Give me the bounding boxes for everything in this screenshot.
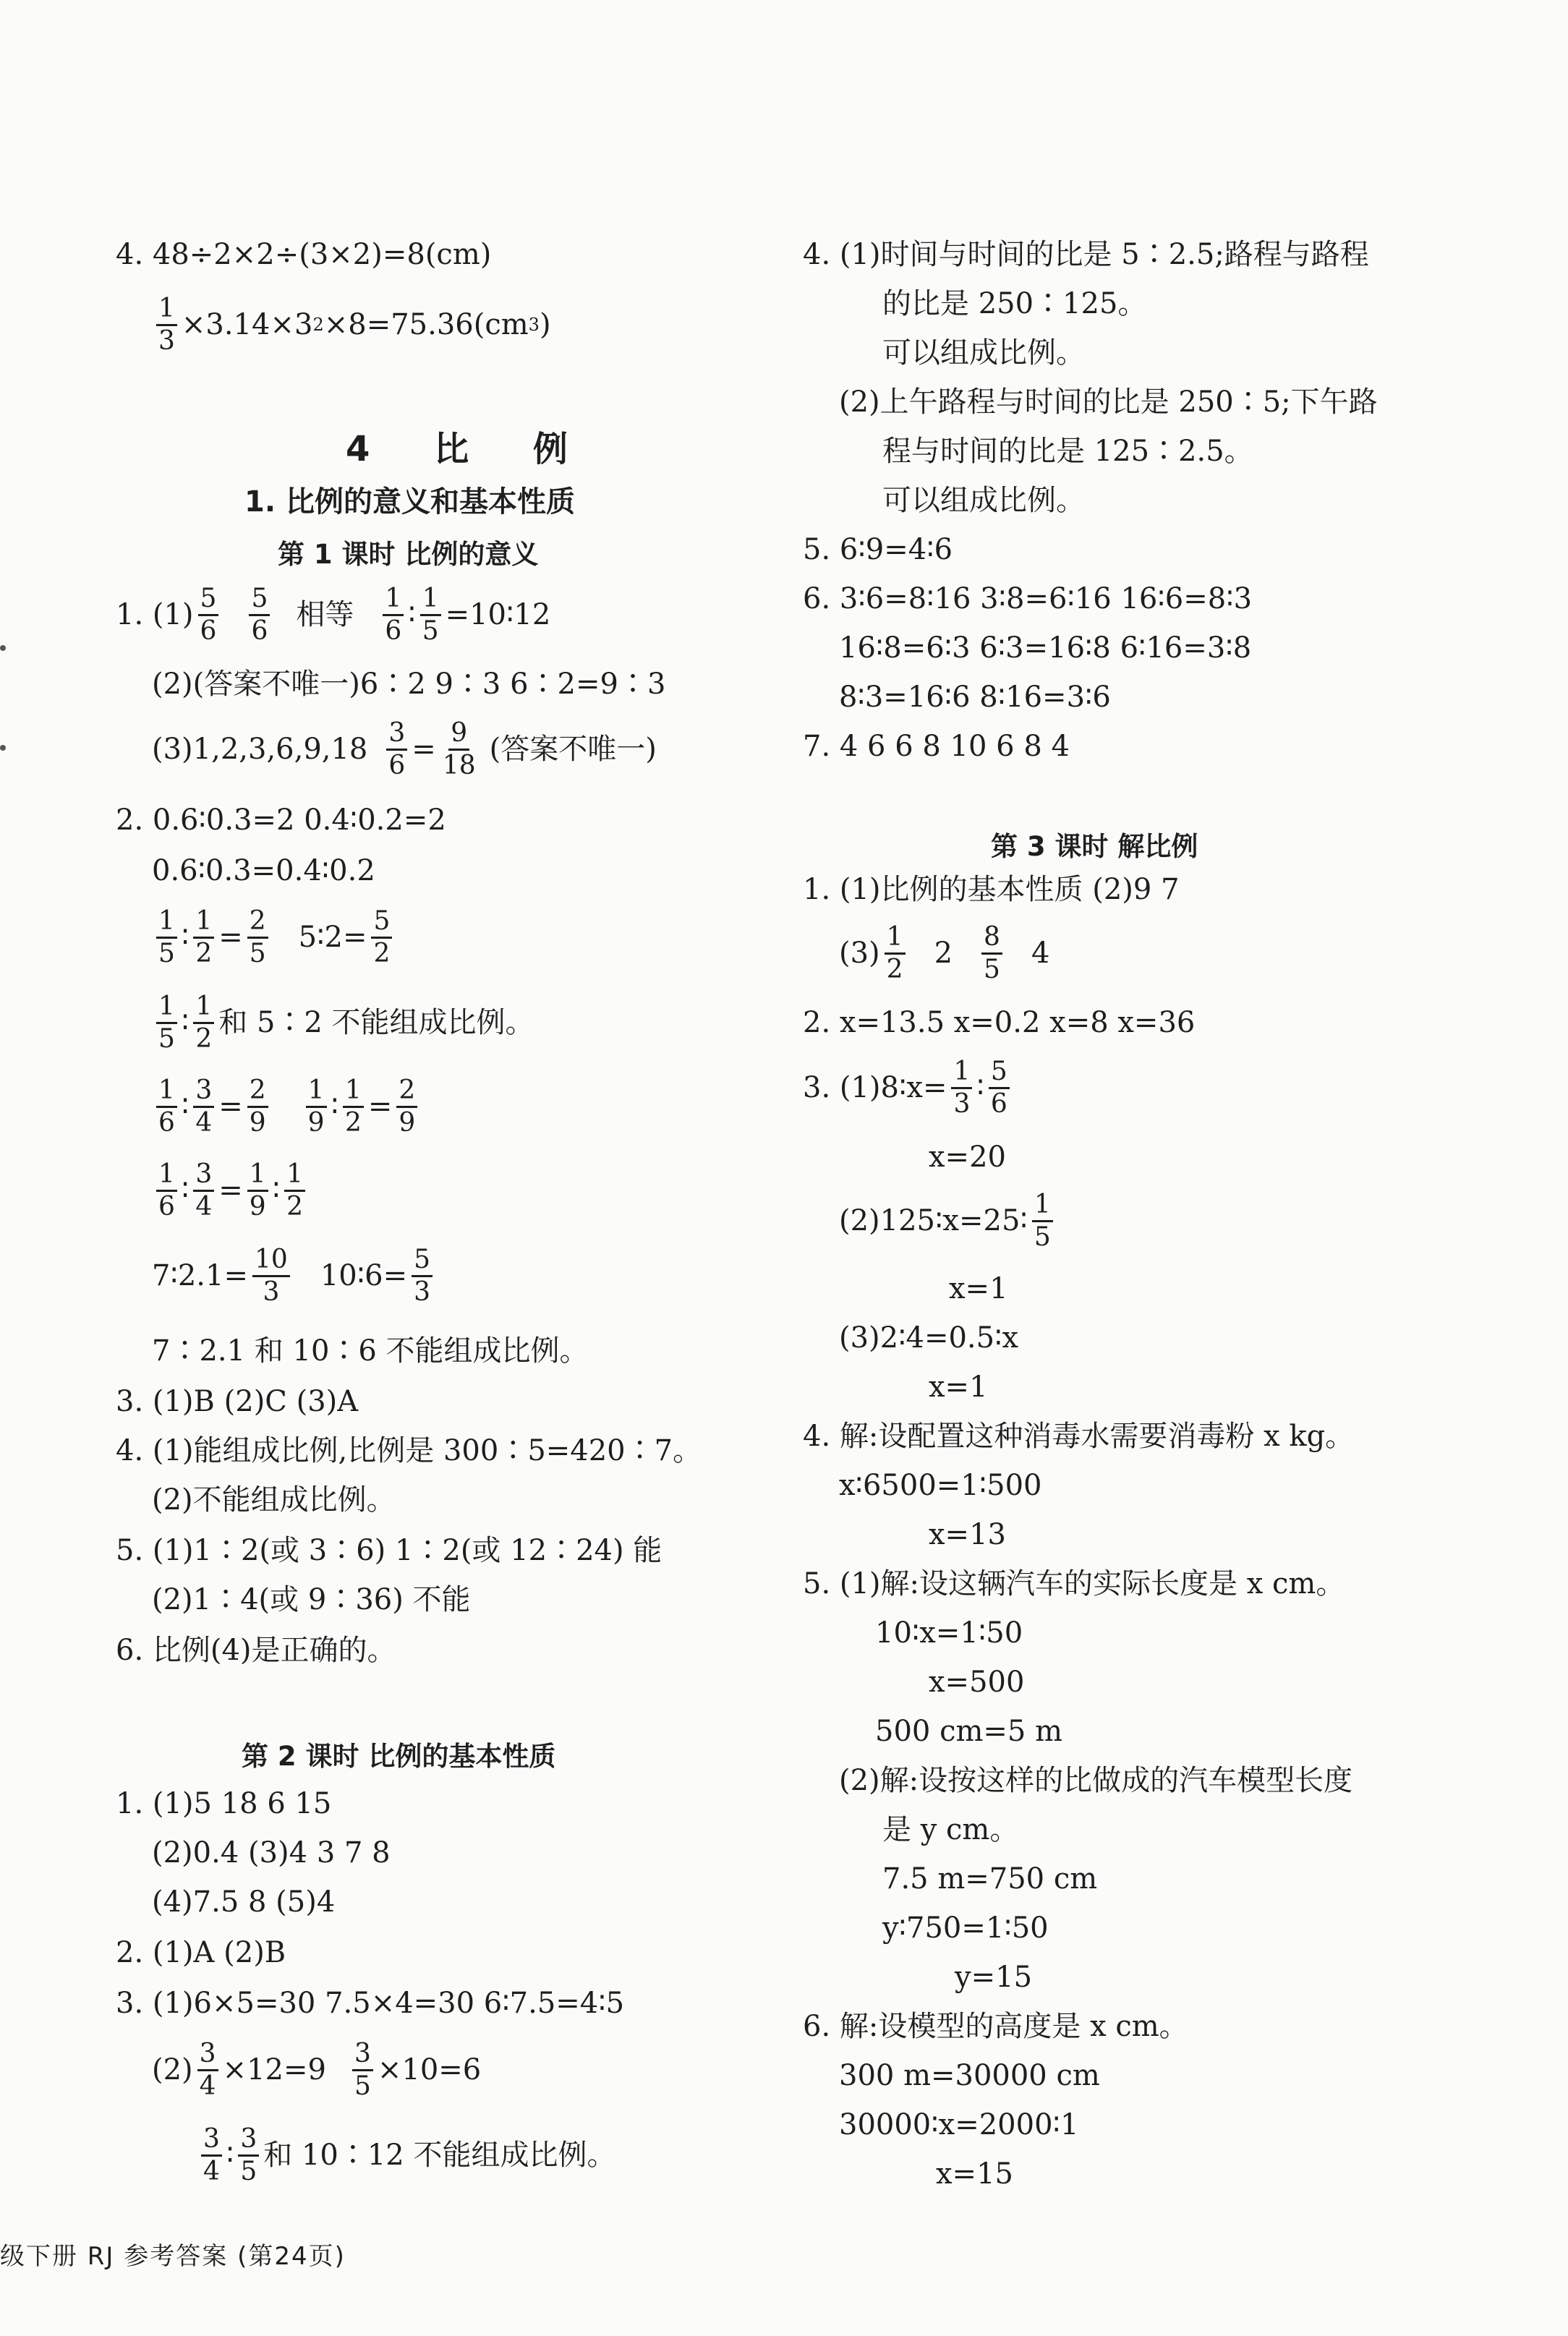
line: 2. (1)A (2)B [116,1936,286,1969]
line: 4. (1)能组成比例,比例是 300∶5=420∶7。 [116,1434,702,1467]
lesson-title: 第 2 课时 比例的基本性质 [242,1741,556,1772]
line: 3 4 ∶ 3 5 和 10∶12 不能组成比例。 [197,2126,615,2184]
line: 7∶2.1 和 10∶6 不能组成比例。 [152,1334,589,1368]
line: 3. (1)B (2)C (3)A [116,1385,359,1418]
line: 1. (1)比例的基本性质 (2)9 7 [803,873,1180,906]
line: (2) $\frac{3}{4}$ ×12=9 $\frac{3}{5}$ ×10=6 [152,2038,482,2101]
left-column [0,0,702,2336]
line: 6. 3∶6=8∶16 3∶8=6∶16 16∶6=8∶3 [803,582,1253,615]
fraction: $\frac{1}{5}$ [420,584,441,647]
fraction: $\frac{10}{3}$ [252,1245,290,1308]
line: (2)上午路程与时间的比是 250∶5;下午路 [839,385,1378,419]
fraction: 3 5 [238,2124,259,2187]
line: x=1 [929,1371,988,1404]
line: x=20 [929,1141,1006,1174]
fraction: 1 5 [156,906,177,969]
scan-mark [0,745,6,751]
fraction: $\frac{3}{4}$ [193,1075,214,1138]
fraction: $\frac{1}{3}$ [156,294,177,357]
line: 500 cm=5 m [875,1715,1063,1748]
fraction: 3 4 [201,2124,222,2187]
line: 5. (1)解:设这辆汽车的实际长度是 x cm。 [803,1567,1345,1600]
fraction: $\frac{5}{3}$ [412,1245,433,1308]
fraction: 5 6 [198,584,219,647]
unit-title: 4 比 例 [346,429,594,469]
fraction: 5 6 [989,1057,1010,1120]
line: 程与时间的比是 125∶2.5。 [882,435,1253,468]
line: 0.6∶0.3=0.4∶0.2 [152,854,375,887]
line: 6. 比例(4)是正确的。 [116,1634,396,1667]
fraction: $\frac{1}{2}$ [193,906,214,969]
line: 10∶x=1∶50 [875,1616,1023,1650]
line: x=500 [929,1666,1025,1699]
line: (3) 1 2 2 8 5 4 [839,921,1050,984]
line: 的比是 250∶125。 [882,287,1147,320]
line: y=15 [955,1961,1033,1994]
line: (4)7.5 8 (5)4 [152,1885,336,1919]
fraction: 1 6 [156,1159,177,1222]
line: 1 6 ∶ $\frac{3}{4}$ = $\frac{2}{9}$ 1 9 ∶ $\frac{1}{2}$ = $\frac{2}{9}$ [152,1078,422,1135]
lesson-title: 第 3 课时 解比例 [991,831,1198,862]
page-footer: 级下册 RJ 参考答案 (第24页) [0,2242,346,2271]
line: (2)1∶4(或 9∶36) 不能 [152,1583,471,1616]
line: $\frac{1}{3}$ ×3.14×3 2 ×8=75.36(cm 3 ) [152,299,551,350]
line: (2)不能组成比例。 [152,1483,396,1517]
line: 1 6 ∶ $\frac{3}{4}$ = $\frac{1}{9}$ ∶ 1 2 [152,1161,310,1219]
line: 5. (1)1∶2(或 3∶6) 1∶2(或 12∶24) 能 [116,1534,662,1567]
line: x=13 [929,1518,1006,1551]
line: x∶6500=1∶500 [839,1469,1042,1502]
line: 4. (1)时间与时间的比是 5∶2.5;路程与路程 [803,238,1369,271]
fraction: $\frac{2}{9}$ [247,1075,268,1138]
line: 可以组成比例。 [882,336,1085,370]
fraction: $\frac{1}{3}$ [951,1057,972,1120]
fraction: 1 5 [1032,1190,1053,1253]
line: 2. 0.6∶0.3=2 0.4∶0.2=2 [116,803,446,837]
section-title: 1. 比例的意义和基本性质 [244,485,575,519]
fraction: 1 2 [193,992,214,1054]
line: 1. (1)5 18 6 15 [116,1787,332,1820]
fraction: 8 5 [981,922,1002,985]
line: 6. 解:设模型的高度是 x cm。 [803,2010,1188,2043]
line: (2)0.4 (3)4 3 7 8 [152,1836,391,1870]
line: 3. (1)6×5=30 7.5×4=30 6∶7.5=4∶5 [116,1987,625,2020]
fraction: $\frac{5}{2}$ [371,906,392,969]
line: (2)125∶x=25∶ 1 5 [839,1192,1057,1250]
fraction: 1 6 [383,584,404,647]
line: 300 m=30000 cm [839,2059,1100,2092]
line: (3)2∶4=0.5∶x [839,1321,1019,1355]
fraction: $\frac{1}{2}$ [343,1075,364,1138]
line: 3. (1)8∶x= $\frac{1}{3}$ ∶ 5 6 [803,1059,1014,1117]
line: x=15 [936,2157,1013,2191]
line: x=1 [949,1272,1008,1305]
fraction: 1 5 [156,992,177,1054]
line: (2)(答案不唯一)6∶2 9∶3 6∶2=9∶3 [152,668,666,701]
line: 7. 4 6 6 8 10 6 8 4 [803,730,1070,763]
fraction: $\frac{3}{4}$ [197,2039,218,2102]
line: 8∶3=16∶6 8∶16=3∶6 [839,681,1111,714]
fraction: $\frac{3}{6}$ [386,718,407,781]
fraction: $\frac{3}{5}$ [352,2039,373,2102]
fraction: $\frac{2}{5}$ [247,906,268,969]
fraction: 1 2 [885,922,906,985]
line: 4. 48÷2×2÷(3×2)=8(cm) [116,238,492,271]
fraction: $\frac{3}{4}$ [193,1159,214,1222]
fraction: 1 6 [156,1075,177,1138]
line: 7∶2.1= $\frac{10}{3}$ 10∶6= $\frac{5}{3}$ [152,1247,437,1305]
fraction: $\frac{1}{9}$ [247,1159,268,1222]
line: 1 5 ∶ 1 2 和 5∶2 不能组成比例。 [152,994,534,1052]
fraction: 5 6 [249,584,270,647]
line: y∶750=1∶50 [882,1911,1049,1945]
fraction: $\frac{9}{18}$ [442,717,476,780]
lesson-title: 第 1 课时 比例的意义 [278,539,539,570]
line: 可以组成比例。 [882,484,1085,517]
line: 1. (1) 5 6 5 6 相等 1 6 ∶ $\frac{1}{5}$ =10∶12 [116,583,551,646]
right-column [781,0,1432,2336]
fraction: 1 9 [306,1075,327,1138]
line: (2)解:设按这样的比做成的汽车模型长度 [839,1764,1353,1797]
line: 5. 6∶9=4∶6 [803,533,953,566]
line: 7.5 m=750 cm [882,1862,1098,1896]
line: 是 y cm。 [882,1813,1019,1846]
line: 1 5 ∶ $\frac{1}{2}$ = $\frac{2}{5}$ 5∶2= $\frac{5}{2}$ [152,908,396,966]
line: 2. x=13.5 x=0.2 x=8 x=36 [803,1006,1196,1039]
line: 30000∶x=2000∶1 [839,2108,1079,2141]
fraction: 1 2 [284,1159,305,1222]
line: 4. 解:设配置这种消毒水需要消毒粉 x kg。 [803,1420,1355,1453]
scan-mark [0,645,6,651]
line: (3)1,2,3,6,9,18 $\frac{3}{6}$ = $\frac{9}{18}$ (答案不唯一) [152,717,657,780]
line: 16∶8=6∶3 6∶3=16∶8 6∶16=3∶8 [839,631,1252,665]
fraction: $\frac{2}{9}$ [396,1075,417,1138]
